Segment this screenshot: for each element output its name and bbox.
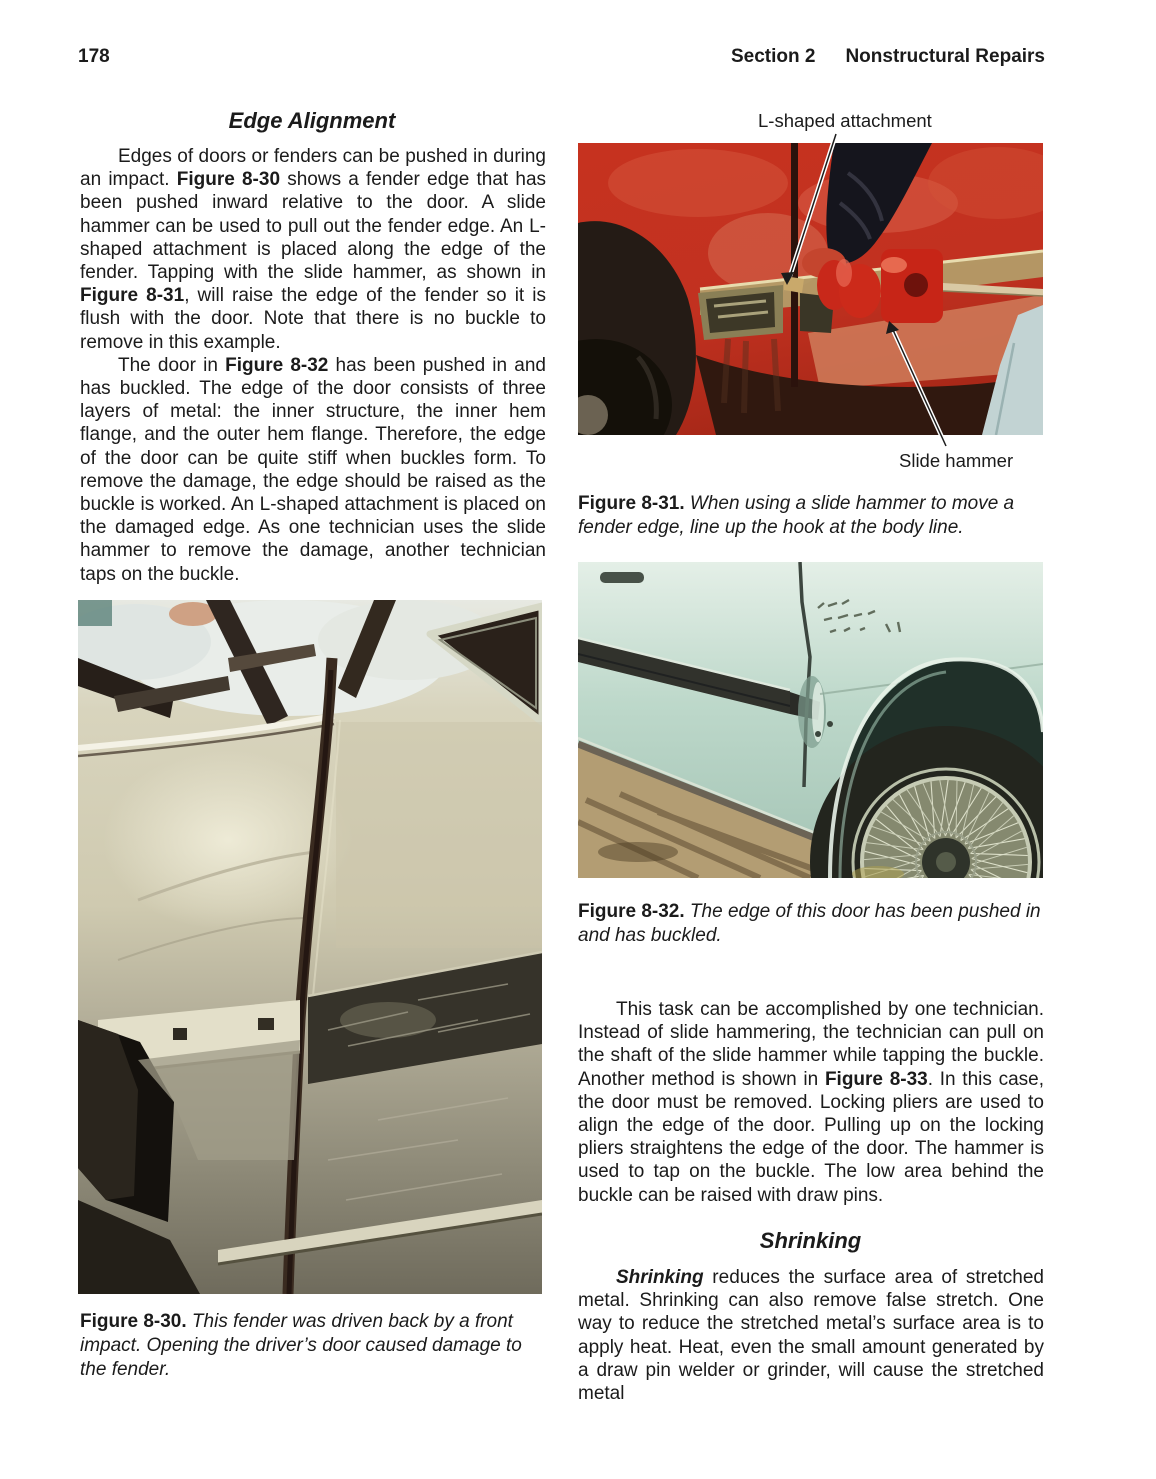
paragraph: The door in Figure 8-32 has been pushed in and has buckled. The edge of the door consists of three layers of metal: the inner structure, the inner hem flange, and the outer hem flange. Therefore, the edge of the door can be quite stiff when buckles form. To remove the damage, the edge should be raised as the buckle is worked. An L-shaped attachment is placed on the damaged edge. As one technician uses the slide hammer to remove the damage, another technician taps on the buckle. (80, 354, 546, 585)
figure-30-caption: Figure 8-30. This fender was driven back by a front impact. Opening the driver’s door caused damage to the fender. (80, 1311, 522, 1380)
figure-32-caption: Figure 8-32. The edge of this door has been pushed in and has buckled. (578, 901, 1041, 946)
label-slide-hammer: Slide hammer (899, 450, 1014, 471)
heading-shrinking: Shrinking (759, 1228, 862, 1253)
figure-32-photo (578, 562, 1043, 878)
paragraph: Shrinking reduces the surface area of stretched metal. Shrinking can also remove false stretch. One way to reduce the stretched metal’s surface area is to apply heat. Heat, even the small amount generated by a draw pin welder or grinder, will cause the stretched metal (578, 1267, 1044, 1405)
label-l-shaped-attachment: L-shaped attachment (758, 110, 932, 131)
edge-alignment-text (80, 145, 546, 586)
figure-31-photo (578, 143, 1043, 435)
page-header (78, 46, 1045, 68)
figure-31-caption: Figure 8-31. When using a slide hammer to move a fender edge, line up the hook at the body line. (578, 493, 1015, 538)
header-title: Nonstructural Repairs (845, 46, 1045, 67)
paragraph: Edges of doors or fenders can be pushed in during an impact. Figure 8-30 shows a fender edge that has been pushed inward relative to the door. A slide hammer can be used to pull out the fender edge. An L-shaped attachment is placed along the edge of the fender. Tapping with the slide hammer, as shown in Figure 8-31, will raise the edge of the fender so it is flush with the door. Note that there is no buckle to remove in this example. (80, 146, 547, 353)
paragraph: This task can be accomplished by one technician. Instead of slide hammering, the technician can pull on the shaft of the slide hammer while tapping the buckle. Another method is shown in Figure 8-33. In this case, the door must be removed. Locking pliers are used to align the edge of the door. Pulling up on the locking pliers straightens the edge of the door. The hammer is used to tap on the buckle. The low area behind the buckle can be raised with draw pins. (578, 999, 1044, 1206)
header-section: Section 2 (730, 46, 816, 67)
figure-30-photo (78, 600, 542, 1294)
task-text (578, 998, 1044, 1207)
page-number: 178 (78, 46, 110, 67)
shrinking-text (578, 1266, 1044, 1405)
running-head (731, 46, 1045, 68)
heading-edge-alignment: Edge Alignment (228, 108, 396, 133)
